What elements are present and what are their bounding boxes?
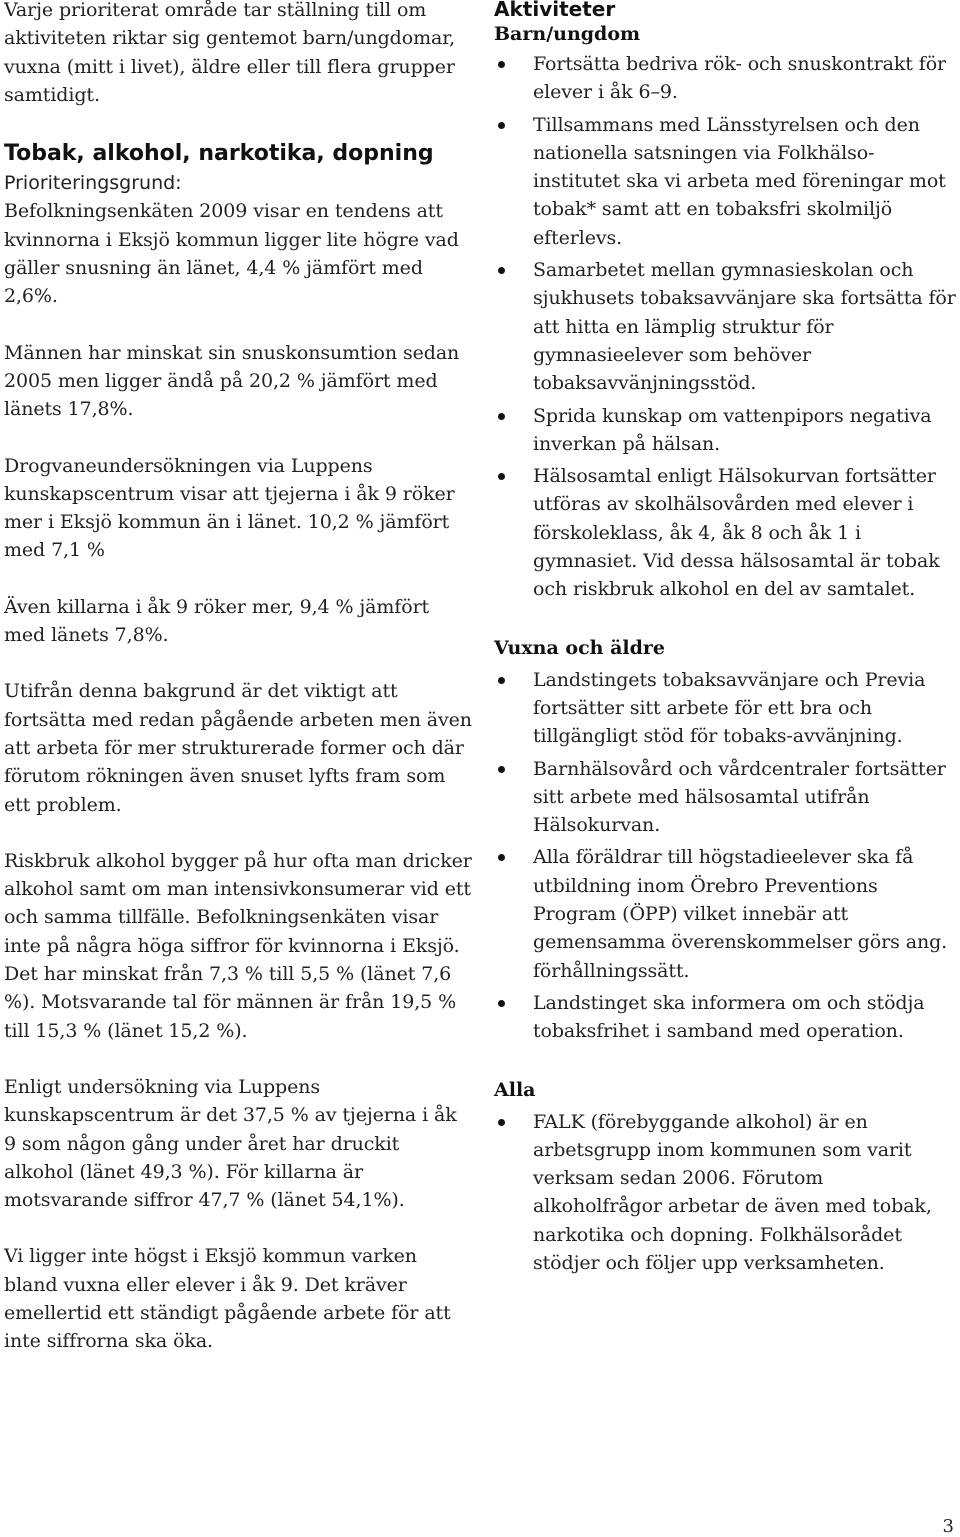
list-item: Sprida kunskap om vattenpipors negativa inverkan på hälsan. [494, 402, 956, 459]
bullet-list-vuxna-aldre [494, 666, 956, 1046]
paragraph-risk-alcohol: Riskbruk alkohol bygger på hur ofta man dricker alkohol samt om man intensivkonsumerar vid ett och samma tillfälle. Befolkningsenkäten visar inte på några höga siffror för kvinnorna i Eksjö. Det har minskat från 7,3 % till 5,5 % (länet 7,6 %). Motsvarande tal för männen är från 19,5 % till 15,3 % (länet 15,2 %). [4, 849, 472, 1042]
paragraph-snus-men: Männen har minskat sin snuskonsumtion sedan 2005 men ligger ändå på 20,2 % jämfört med länets 17,8%. [4, 341, 460, 421]
group-label-barn-ungdom: Barn/ungdom [494, 23, 641, 45]
page-number: 3 [942, 1516, 954, 1537]
list-item: Samarbetet mellan gymnasieskolan och sjukhusets tobaksavvänjare ska fortsätta för att hitta en lämplig struktur för gymnasieelever som behöver tobaksavvänjningsstöd. [494, 256, 956, 397]
list-item: FALK (förebyggande alkohol) är en arbetsgrupp inom kommunen som varit verksam sedan 2006. Förutom alkoholfrågor arbetar de även med tobak, narkotika och dopning. Folkhälsorådet stödjer och följer upp verksamheten. [494, 1108, 956, 1278]
paragraph-boys-smoking: Även killarna i åk 9 röker mer, 9,4 % jämfört med länets 7,8%. [4, 595, 430, 647]
bullet-icon [498, 1119, 505, 1126]
bullet-list-alla [494, 1108, 956, 1278]
section-title: Tobak, alkohol, narkotika, dopning [4, 141, 434, 167]
list-item: Landstingets tobaksavvänjare och Previa fortsätter sitt arbete för ett bra och tillgängligt stöd för tobaks-avvänjning. [494, 666, 956, 751]
bullet-icon [498, 267, 505, 274]
paragraph-drug-survey-girls: Drogvaneundersökningen via Luppens kunskapscentrum visar att tjejerna i åk 9 röker mer i Eksjö kommun än i länet. 10,2 % jämfört med 7,1 % [4, 454, 455, 562]
bullet-icon [498, 677, 505, 684]
left-column [4, 0, 472, 1356]
list-item: Alla föräldrar till högstadieelever ska få utbildning inom Örebro Preventions Program (ÖPP) vilket innebär att gemensamma överenskommelser görs ang. förhållningssätt. [494, 843, 956, 984]
intro-paragraph: Varje prioriterat område tar ställning till om aktiviteten riktar sig gentemot barn/ungdomar, vuxna (mitt i livet), äldre eller till flera grupper samtidigt. [4, 0, 456, 106]
bullet-icon [498, 854, 505, 861]
list-item: Tillsammans med Länsstyrelsen och den nationella satsningen via Folkhälso-institutet ska vi arbeta med föreningar mot tobak* samt att en tobaksfri skolmiljö efterlevs. [494, 111, 956, 252]
bullet-list-barn-ungdom [494, 50, 956, 604]
paragraph-snus-women: Befolkningsenkäten 2009 visar en tendens att kvinnorna i Eksjö kommun ligger lite högre vad gäller snusning än länet, 4,4 % jämfört med 2,6%. [4, 200, 459, 308]
list-item: Landstinget ska informera om och stödja tobaksfrihet i samband med operation. [494, 989, 956, 1046]
list-item: Hälsosamtal enligt Hälsokurvan fortsätter utföras av skolhälsovården med elever i förskoleklass, åk 4, åk 8 och åk 1 i gymnasiet. Vid dessa hälsosamtal är tobak och riskbruk alkohol en del av samtalet. [494, 462, 956, 603]
bullet-icon [498, 61, 505, 68]
right-column [494, 0, 956, 1277]
list-item: Fortsätta bedriva rök- och snuskontrakt för elever i åk 6–9. [494, 50, 956, 107]
bullet-icon [498, 122, 505, 129]
group-label-alla: Alla [494, 1078, 536, 1101]
group-label-vuxna-aldre: Vuxna och äldre [494, 636, 665, 659]
bullet-icon [498, 473, 505, 480]
bullet-icon [498, 1000, 505, 1007]
paragraph-background: Utifrån denna bakgrund är det viktigt att fortsätta med redan pågående arbeten men även att arbeta för mer strukturerade former och där förutom rökningen även snuset lyfts fram som ett problem. [4, 680, 472, 816]
priority-label: Prioriteringsgrund: [4, 172, 182, 195]
list-item: Barnhälsovård och vårdcentraler fortsätter sitt arbete med hälsosamtal utifrån Hälsokurvan. [494, 755, 956, 840]
paragraph-luppen-survey: Enligt undersökning via Luppens kunskapscentrum är det 37,5 % av tjejerna i åk 9 som någon gång under året har druckit alkohol (länet 49,3 %). För killarna är motsvarande siffror 47,7 % (länet 54,1%). [4, 1075, 457, 1212]
bullet-icon [498, 766, 505, 773]
paragraph-conclusion: Vi ligger inte högst i Eksjö kommun varken bland vuxna eller elever i åk 9. Det kräver emellertid ett ständigt pågående arbete för att inte siffrorna ska öka. [4, 1245, 451, 1353]
bullet-icon [498, 413, 505, 420]
activities-title: Aktiviteter [494, 0, 616, 21]
